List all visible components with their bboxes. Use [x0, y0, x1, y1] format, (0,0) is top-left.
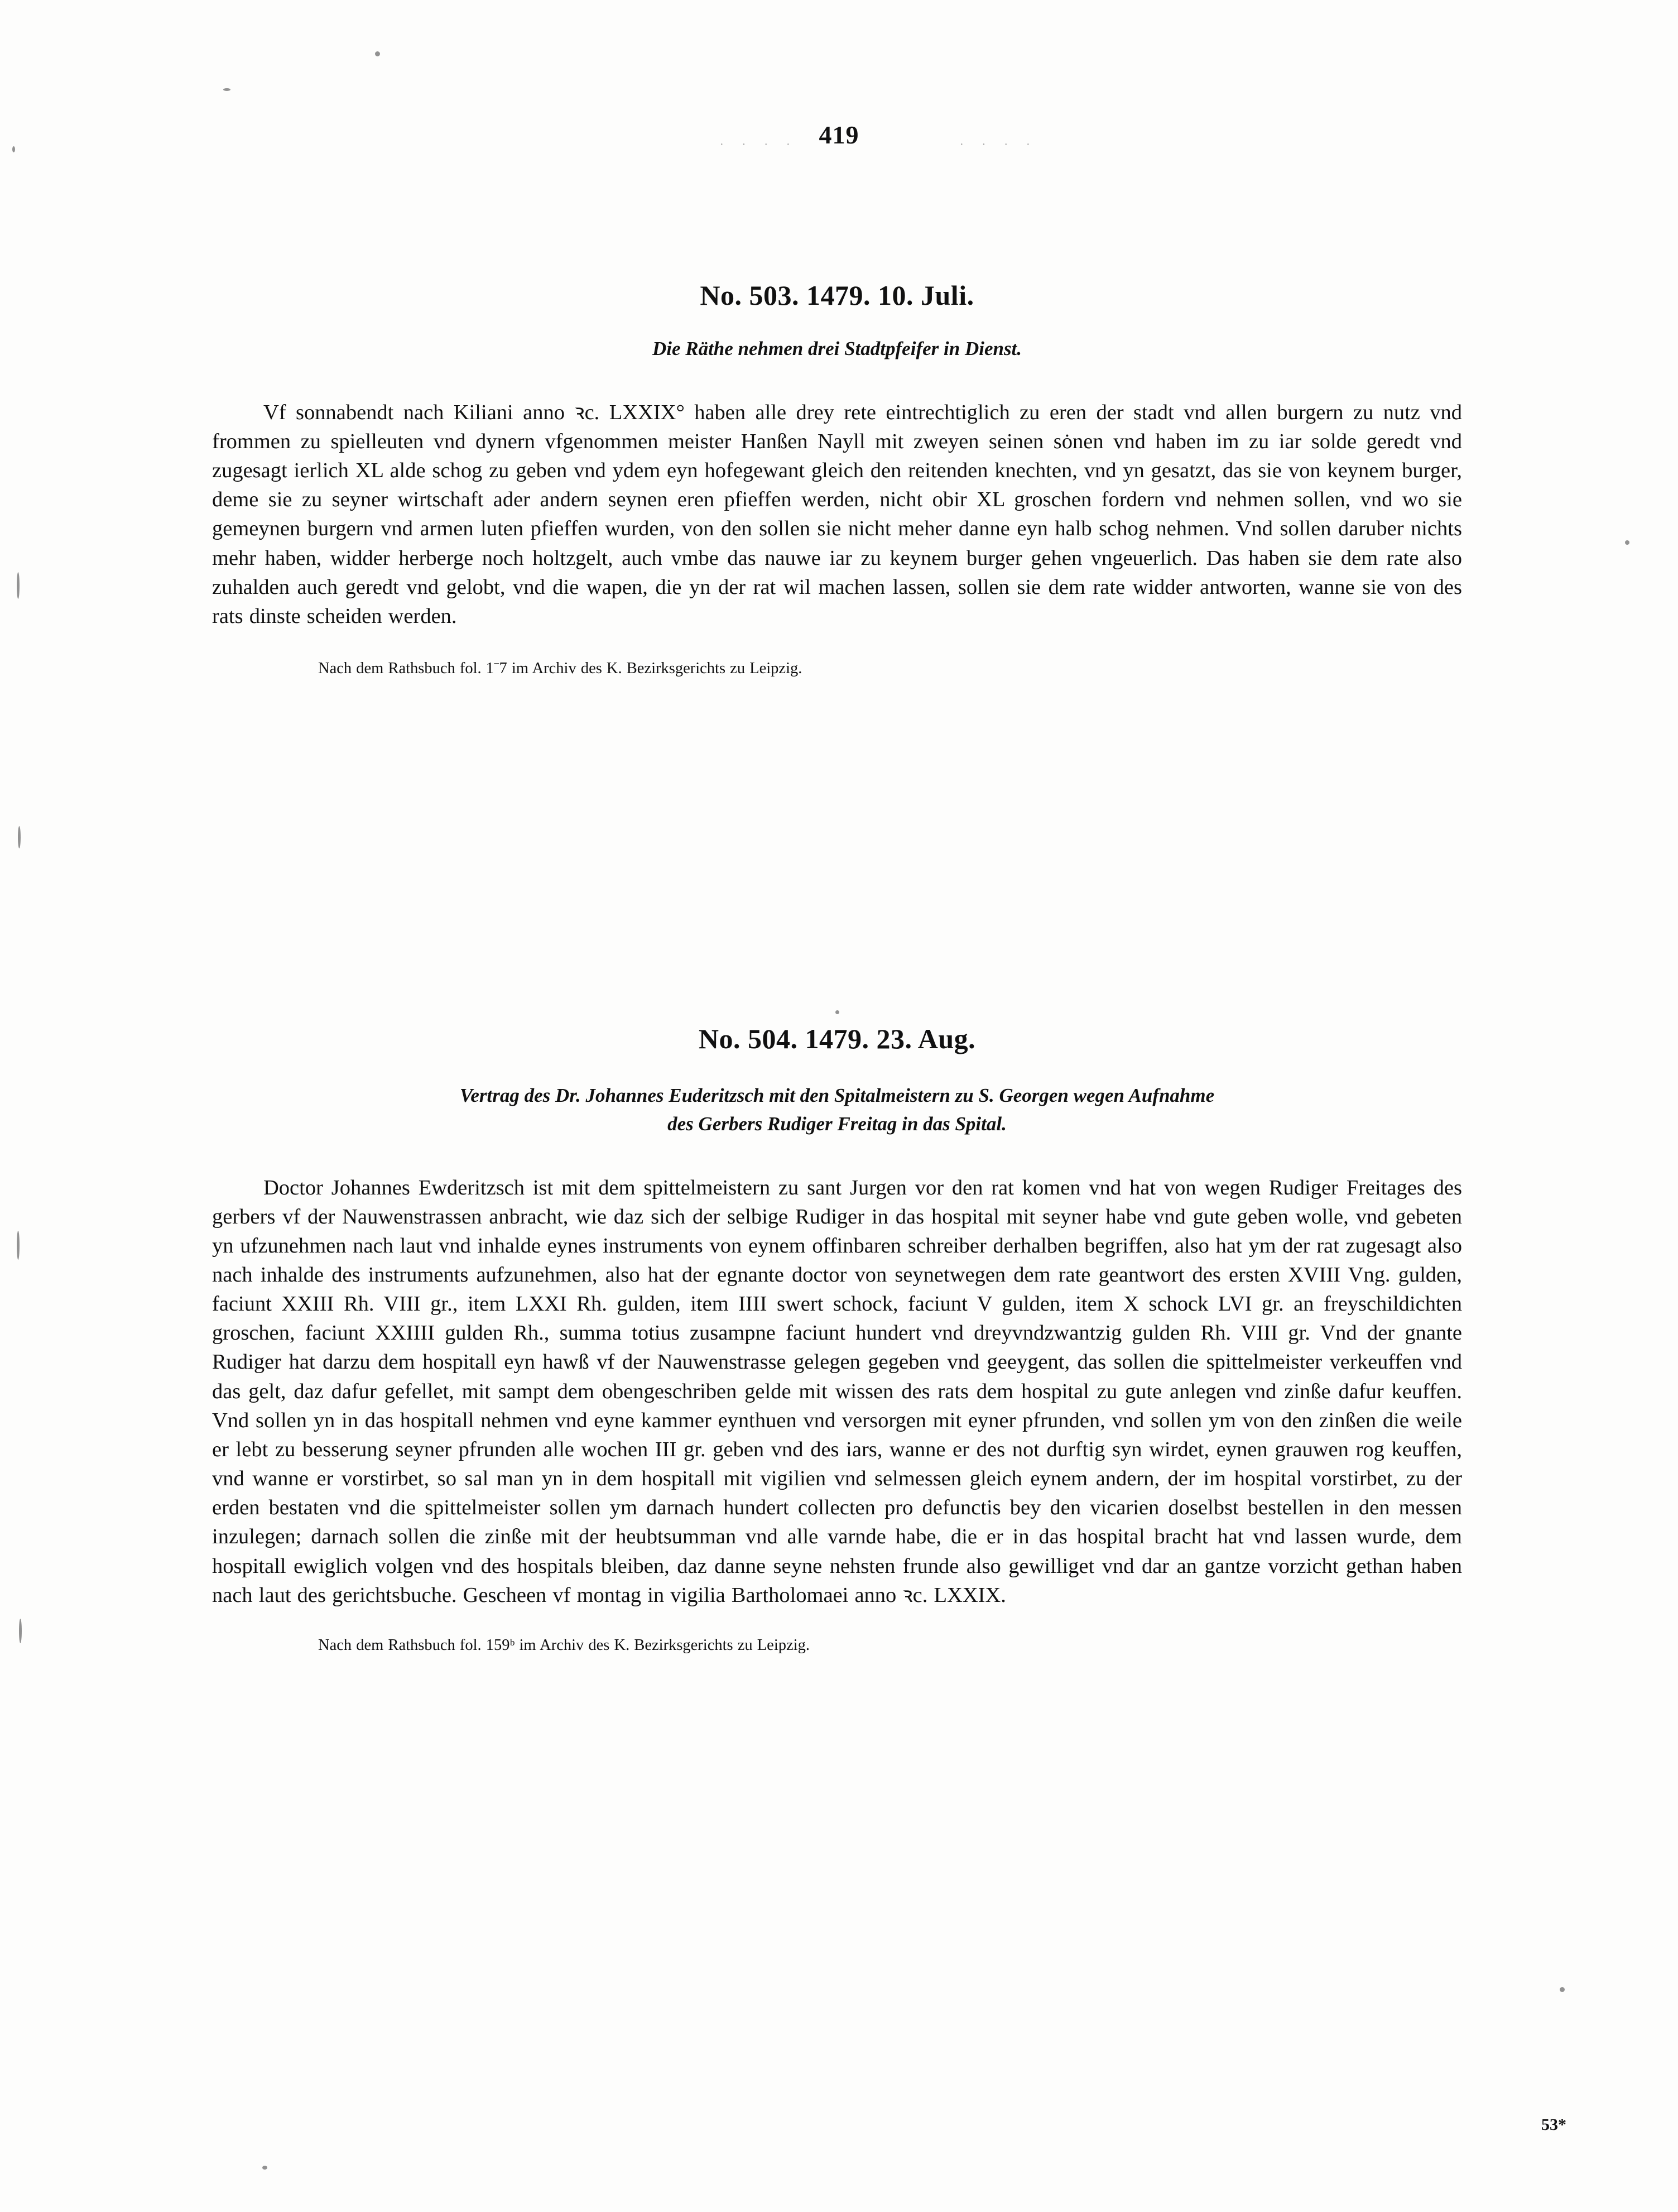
entry-body-text: Vf sonnabendt nach Kiliani anno ꝛc. LXXIX° haben alle drey rete eintrechtiglich zu eren der stadt vnd allen burgern zu nutz vnd frommen zu spielleuten vnd dynern vfgenommen meister Hanßen Nayll mit zweyen seinen sȯnen vnd haben im zu iar solde geredt vnd zugesagt ierlich XL alde schog zu geben vnd ydem eyn hofegewant gleich den reitenden knechten, vnd yn gesatzt, das sie von keynem burger, deme sie zu seyner wirtschaft ader andern seynen eren pfieffen werden, nicht obir XL groschen fordern vnd nehmen sollen, vnd wo sie gemeynen burgern vnd armen luten pfieffen wurden, von den sollen sie nicht meher danne eyn halb schog nehmen. Vnd sollen daruber nichts mehr haben, widder herberge noch holtzgelt, auch vmbe das nauwe iar zu keynem burger gehen vngeuerlich. Das haben sie dem rate also zuhalden auch geredt vnd gelobt, vnd die wapen, die yn der rat wil machen lassen, sollen sie dem rate widder antworten, wanne sie von des rats dinste scheiden werden. — [212, 400, 1462, 628]
scan-speckle — [1560, 1987, 1565, 1992]
scan-speckle — [19, 1619, 22, 1643]
scan-speckle — [1625, 540, 1629, 545]
entry-subtitle — [212, 1082, 1462, 1139]
entry-source-note: Nach dem Rathsbuch fol. 1ˉ7 im Archiv des K. Bezirksgerichts zu Leipzig. — [318, 660, 802, 677]
scan-speckle — [835, 1010, 839, 1014]
scan-speckle — [223, 88, 230, 91]
header-rule-right: · · · · — [960, 138, 1038, 151]
scan-speckle — [17, 572, 20, 599]
entry-subtitle-line-2: des Gerbers Rudiger Freitag in das Spital. — [667, 1112, 1007, 1135]
entry-heading: No. 503. 1479. 10. Juli. — [700, 280, 974, 311]
entry-heading: No. 504. 1479. 23. Aug. — [698, 1023, 976, 1054]
page-number: 419 — [819, 121, 859, 149]
entry-body-text: Doctor Johannes Ewderitzsch ist mit dem spittelmeistern zu sant Jurgen vor den rat komen vnd hat von wegen Rudiger Freitages des gerbers vf der Nauwenstrassen anbracht, wie daz sich der selbige Rudiger in das hospital mit seyner habe vnd gute geben wolle, vnd gebeten yn ufzunehmen nach laut vnd inhalde eynes instruments von eynem offinbaren schreiber derhalben begriffen, also hat ym der rat zugesagt also nach inhalde des instruments aufzunehmen, also hat der egnante doctor von seynetwegen dem rate geantwort des ersten XVIII Vng. gulden, faciunt XXIII Rh. VIII gr., item LXXI Rh. gulden, item IIII swert schock, faciunt V gulden, item X schock LVI gr. an freyschildichten groschen, faciunt XXIIII gulden Rh., summa totius zusampne faciunt hundert vnd dreyvndzwantzig gulden Rh. VIII gr. Vnd der gnante Rudiger hat darzu dem hospitall eyn hawß vf der Nauwenstrasse gelegen gegeben vnd geeygent, das sollen die spittelmeister verkeuffen vnd das gelt, daz dafur gefellet, mit sampt dem obengeschriben gelde mit wissen des rats dem hospital zu gute anlegen vnd zinße dafur keuffen. Vnd sollen yn in das hospitall nehmen vnd eyne kammer eynthuen vnd versorgen mit eyner pfrunden, vnd sollen ym von den zinßen die weile er lebt zu besserung seyner pfrunden alle wochen III gr. geben vnd des iars, wanne er des not durftig syn wirdet, eynen grauwen rog keuffen, vnd wanne er vorstirbet, so sal man yn in dem hospitall mit vigilien vnd selmessen gleich eynem andern, der im hospital vorstirbet, zu der erden bestaten vnd die spittelmeister sollen ym darnach hundert collecten pro defunctis bey den vicarien doselbst bestellen in den messen inzulegen; darnach sollen die zinße mit der heubtsumman vnd alle varnde habe, die er in das hospital bracht hat vnd lassen wurde, dem hospitall ewiglich volgen vnd des hospitals bleiben, daz danne seyne nehsten frunde also gewilliget vnd dar an gantze vorzicht gethan haben nach laut des gerichtsbuche. Gescheen vf montag in vigilia Bartholomaei anno ꝛc. LXXIX. — [212, 1175, 1462, 1607]
entry-subtitle-line-1: Vertrag des Dr. Johannes Euderitzsch mit den Spitalmeistern zu S. Georgen wegen Aufnahme — [459, 1085, 1215, 1106]
document-entry-503 — [212, 279, 1462, 678]
scan-speckle — [18, 826, 21, 848]
header-rule-left: · · · · — [720, 138, 798, 151]
entry-source-note: Nach dem Rathsbuch fol. 159ᵇ im Archiv des K. Bezirksgerichts zu Leipzig. — [318, 1636, 810, 1654]
scan-speckle — [375, 51, 380, 56]
page-signature-mark: 53* — [1541, 2115, 1566, 2134]
document-entry-504 — [212, 1023, 1462, 1654]
scan-speckle — [262, 2166, 267, 2170]
entry-subtitle: Die Räthe nehmen drei Stadtpfeifer in Dienst. — [652, 338, 1022, 359]
scan-speckle — [17, 1231, 20, 1260]
